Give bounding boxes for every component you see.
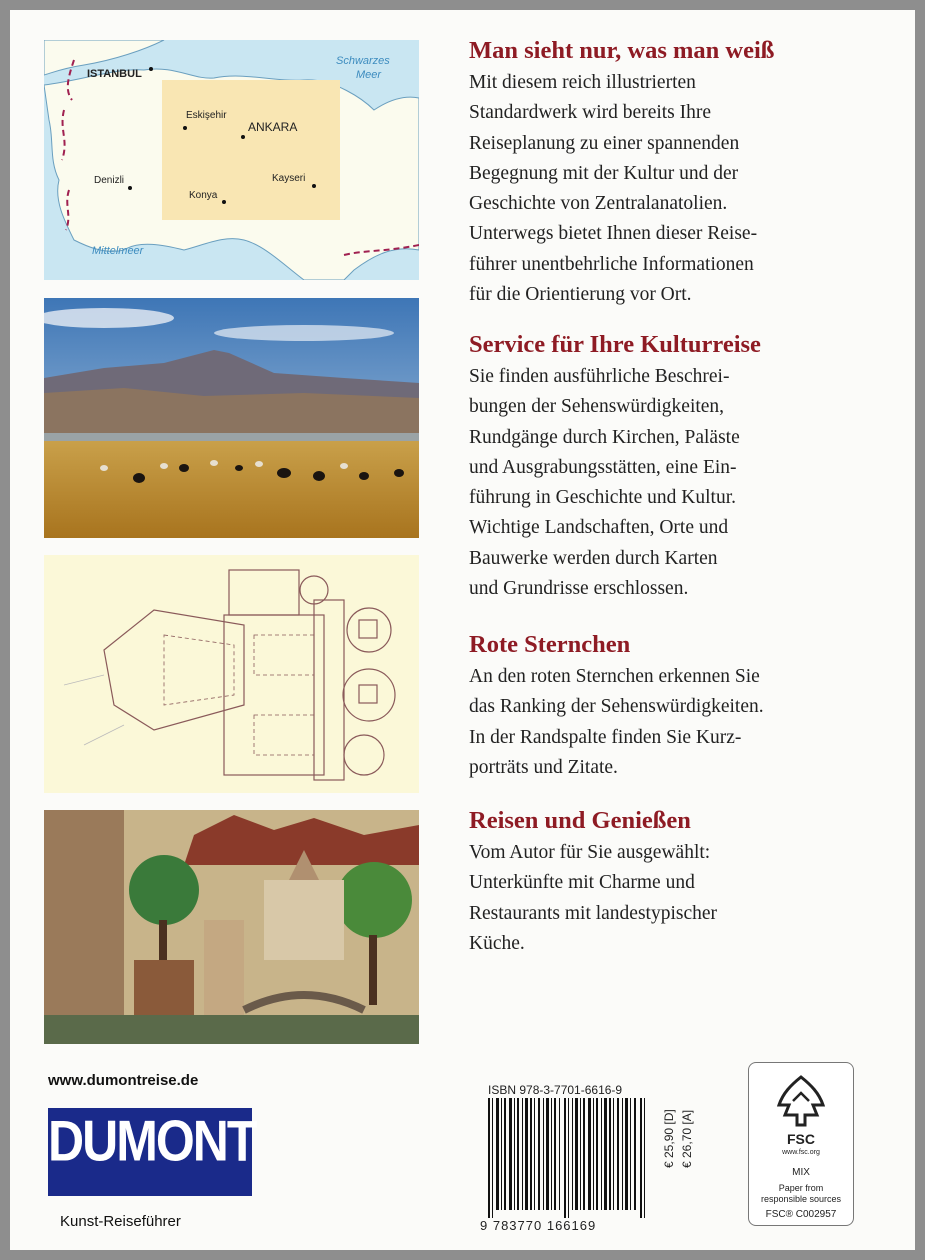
website-link[interactable]: www.dumontreise.de [48, 1072, 199, 1089]
section-heading: Service für Ihre Kulturreise [469, 331, 761, 358]
city-kayseri: Kayseri [272, 173, 306, 184]
text-line: Rundgänge durch Kirchen, Paläste [469, 426, 740, 448]
floor-plan-image [44, 555, 419, 793]
section-intro [469, 36, 889, 310]
city-dot [222, 200, 226, 204]
sea-label-black-sea-1: Schwarzes [336, 55, 390, 67]
logo-subtitle: Kunst-Reiseführer [60, 1213, 181, 1230]
barcode-number: 9 783770 166169 [480, 1218, 597, 1233]
landscape-image [44, 298, 419, 538]
section-text [469, 362, 889, 604]
text-line: In der Randspalte finden Sie Kurz- [469, 726, 742, 748]
text-line: und Grundrisse erschlossen. [469, 578, 689, 600]
city-ankara: ANKARA [248, 120, 298, 134]
city-dot [241, 135, 245, 139]
section-heading: Rote Sternchen [469, 631, 631, 658]
section-rote-sternchen [469, 630, 889, 783]
text-line: Reiseplanung zu einer spannenden [469, 132, 740, 154]
section-reisen [469, 806, 889, 959]
painting-image [44, 810, 419, 1044]
city-dot [149, 67, 153, 71]
text-line: Bauwerke werden durch Karten [469, 547, 718, 569]
fsc-code: FSC® C002957 [765, 1209, 837, 1220]
landscape-photo [44, 298, 419, 538]
city-konya: Konya [189, 190, 218, 201]
section-text [469, 662, 889, 783]
text-line: Sie finden ausführliche Beschrei- [469, 366, 730, 387]
text-line: Restaurants mit landestypischer [469, 902, 718, 924]
section-service [469, 330, 889, 604]
dumont-logo [48, 1108, 256, 1196]
text-line: führung in Geschichte und Kultur. [469, 487, 736, 509]
price-austria: € 26,70 [A] [680, 1109, 694, 1168]
fsc-text-1: Paper from [778, 1183, 824, 1193]
section-text [469, 68, 889, 310]
sea-label-black-sea-2: Meer [356, 69, 382, 81]
text-line: und Ausgrabungsstätten, eine Ein- [469, 456, 737, 478]
text-line: Begegnung mit der Kultur und der [469, 162, 739, 184]
logo-text: DUMONT [48, 1108, 256, 1174]
isbn-label: ISBN 978-3-7701-6616-9 [488, 1083, 623, 1097]
section-heading: Man sieht nur, was man weiß [469, 37, 775, 64]
price-germany: € 25,90 [D] [662, 1109, 676, 1168]
fsc-label: FSC [787, 1131, 815, 1147]
text-line: Geschichte von Zentralanatolien. [469, 193, 728, 215]
city-denizli: Denizli [94, 175, 125, 186]
text-line: Vom Autor für Sie ausgewählt: [469, 842, 711, 863]
text-line: das Ranking der Sehenswürdigkeiten. [469, 696, 764, 718]
fsc-url: www.fsc.org [782, 1149, 820, 1156]
text-line: Wichtige Landschaften, Orte und [469, 517, 729, 539]
text-line: führer unentbehrliche Informationen [469, 253, 754, 275]
city-dot [128, 186, 132, 190]
city-dot [183, 126, 187, 130]
text-line: für die Orientierung vor Ort. [469, 284, 692, 306]
text-line: Unterkünfte mit Charme und [469, 872, 695, 894]
back-cover [10, 10, 915, 1250]
text-line: Unterwegs bietet Ihnen dieser Reise- [469, 223, 758, 245]
fsc-mix: MIX [792, 1167, 810, 1178]
fsc-certification [748, 1062, 854, 1226]
barcode [488, 1098, 658, 1218]
map-of-central-anatolia [44, 40, 419, 280]
text-line: porträts und Zitate. [469, 756, 618, 778]
painting-photo [44, 810, 419, 1044]
fsc-text-2: responsible sources [760, 1194, 842, 1204]
fsc-tree-icon [771, 1071, 831, 1129]
text-line: Mit diesem reich illustrierten [469, 72, 696, 93]
section-heading: Reisen und Genießen [469, 807, 691, 834]
city-eskisehir: Eskişehir [186, 110, 227, 121]
text-line: Küche. [469, 932, 525, 954]
section-text [469, 838, 889, 959]
city-dot [312, 184, 316, 188]
sea-label-mediterranean: Mittelmeer [92, 245, 144, 257]
city-istanbul: ISTANBUL [87, 68, 142, 80]
text-line: Standardwerk wird bereits Ihre [469, 102, 712, 124]
floor-plan-drawing [44, 555, 419, 793]
text-line: bungen der Sehenswürdigkeiten, [469, 396, 725, 418]
text-line: An den roten Sternchen erkennen Sie [469, 666, 760, 687]
